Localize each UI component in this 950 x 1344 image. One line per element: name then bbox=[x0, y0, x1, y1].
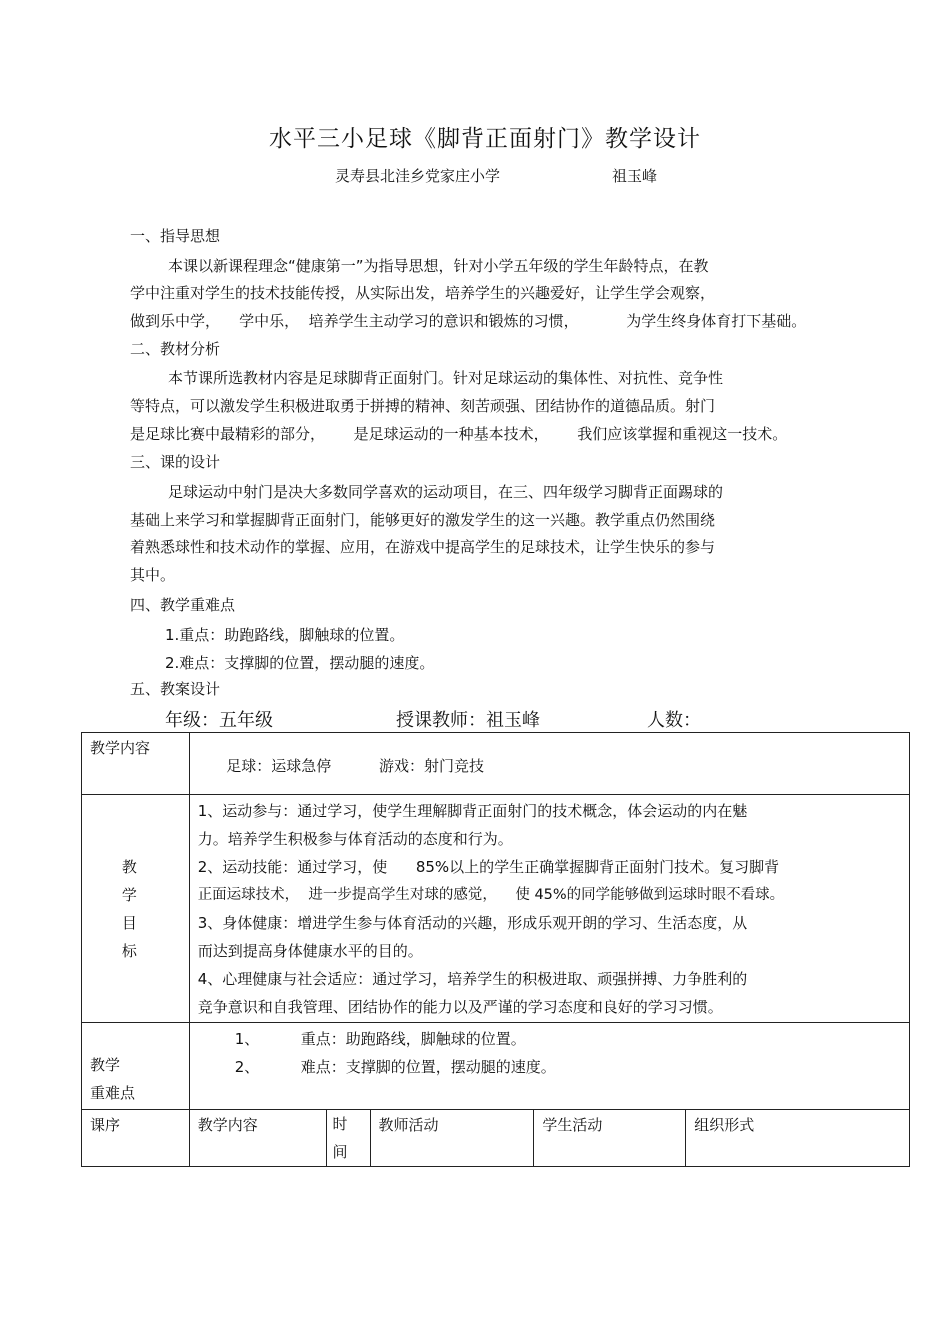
col-time-char-1: 时 bbox=[332, 1115, 348, 1133]
key-point-line: 1.重点：助跑路线，脚触球的位置。 bbox=[165, 626, 405, 644]
section-2-line-3: 是足球比赛中最精彩的部分， 是足球运动的一种基本技术， 我们应该掌握和重视这一技术。 bbox=[130, 425, 788, 443]
goal-line-4: 正面运球技术， 进一步提高学生对球的感觉， 使 45%的同学能够做到运球时眼不看球。 bbox=[197, 887, 785, 903]
author-name: 祖玉峰 bbox=[612, 167, 658, 185]
goals-label-char-4: 标 bbox=[121, 941, 137, 960]
goals-content-cell bbox=[189, 795, 909, 1023]
section-1-line-1: 本课以新课程理念“健康第一”为指导思想，针对小学五年级的学生年龄特点，在教 bbox=[168, 257, 709, 275]
lesson-plan-table bbox=[81, 732, 910, 1167]
col-time-char-2: 间 bbox=[332, 1143, 348, 1161]
col-teacher-cell bbox=[370, 1110, 534, 1167]
goal-line-3: 2、运动技能：通过学习，使 85%以上的学生正确掌握脚背正面射门技术。复习脚背 bbox=[197, 858, 780, 876]
key-label-cell bbox=[82, 1023, 190, 1110]
goals-label-char-2: 学 bbox=[121, 885, 137, 904]
col-student-cell bbox=[534, 1110, 686, 1167]
col-content-label: 教学内容 bbox=[197, 1116, 258, 1134]
col-org-label: 组织形式 bbox=[694, 1116, 755, 1134]
section-heading-5: 五、教案设计 bbox=[130, 680, 221, 698]
content-value-cell bbox=[189, 733, 909, 795]
col-student-label: 学生活动 bbox=[542, 1116, 603, 1134]
count-label: 人数： bbox=[647, 710, 701, 731]
col-order-cell bbox=[82, 1110, 190, 1167]
key-points-row bbox=[82, 1023, 910, 1110]
column-header-row bbox=[82, 1110, 910, 1167]
difficulty-line: 2.难点：支撑脚的位置，摆动腿的速度。 bbox=[165, 654, 435, 672]
goal-line-8: 竞争意识和自我管理、团结协作的能力以及严谨的学习态度和良好的学习习惯。 bbox=[197, 998, 723, 1016]
key-line-1 bbox=[235, 1025, 909, 1053]
col-teacher-label: 教师活动 bbox=[378, 1116, 439, 1134]
grade-label: 年级：五年级 bbox=[165, 710, 273, 731]
goals-label-cell bbox=[82, 795, 190, 1023]
goal-line-7: 4、心理健康与社会适应：通过学习，培养学生的积极进取、顽强拼搏、力争胜利的 bbox=[197, 970, 748, 988]
goals-label-char-3: 目 bbox=[121, 913, 137, 932]
section-3-line-1: 足球运动中射门是决大多数同学喜欢的运动项目，在三、四年级学习脚背正面踢球的 bbox=[168, 483, 724, 501]
goals-label-char-1: 教 bbox=[121, 857, 137, 876]
col-content-cell bbox=[189, 1110, 326, 1167]
col-order-label: 课序 bbox=[90, 1116, 121, 1134]
content-label-cell bbox=[82, 733, 190, 795]
goal-line-1: 1、运动参与：通过学习，使学生理解脚背正面射门的技术概念，体会运动的内在魅 bbox=[197, 802, 748, 820]
section-heading-1: 一、指导思想 bbox=[130, 227, 221, 245]
section-heading-2: 二、教材分析 bbox=[130, 340, 221, 358]
key-line-1-num: 1、 bbox=[234, 1030, 260, 1048]
key-line-2-num: 2、 bbox=[234, 1058, 260, 1076]
key-content-cell bbox=[189, 1023, 909, 1110]
goal-line-6: 而达到提高身体健康水平的目的。 bbox=[197, 942, 423, 960]
goals-row bbox=[82, 795, 910, 1023]
col-time-cell bbox=[326, 1110, 370, 1167]
col-org-cell bbox=[686, 1110, 910, 1167]
key-label-line-1: 教学 bbox=[90, 1056, 121, 1074]
section-1-line-3: 做到乐中学， 学中乐， 培养学生主动学习的意识和锻炼的习惯， 为学生终身体育打下基础。 bbox=[130, 312, 807, 330]
section-2-line-1: 本节课所选教材内容是足球脚背正面射门。针对足球运动的集体性、对抗性、竞争性 bbox=[168, 369, 724, 387]
key-line-1-text: 重点：助跑路线，脚触球的位置。 bbox=[300, 1030, 526, 1048]
section-3-line-4: 其中。 bbox=[130, 566, 176, 584]
content-value: 足球：运球急停 游戏：射门竞技 bbox=[226, 757, 484, 775]
key-line-2 bbox=[235, 1053, 909, 1081]
content-row bbox=[82, 733, 910, 795]
page-title: 水平三小足球《脚背正面射门》教学设计 bbox=[269, 126, 701, 152]
school-name: 灵寿县北洼乡党家庄小学 bbox=[335, 167, 501, 185]
section-1-line-2: 学中注重对学生的技术技能传授，从实际出发，培养学生的兴趣爱好，让学生学会观察， bbox=[130, 284, 716, 302]
section-heading-3: 三、课的设计 bbox=[130, 453, 221, 471]
goal-line-5: 3、身体健康：增进学生参与体育活动的兴趣，形成乐观开朗的学习、生活态度，从 bbox=[197, 914, 748, 932]
content-label: 教学内容 bbox=[90, 739, 151, 757]
key-label-line-2: 重难点 bbox=[90, 1084, 136, 1102]
section-heading-4: 四、教学重难点 bbox=[130, 596, 236, 614]
teacher-label: 授课教师：祖玉峰 bbox=[396, 710, 540, 731]
key-line-2-text: 难点：支撑脚的位置，摆动腿的速度。 bbox=[300, 1058, 556, 1076]
section-3-line-2: 基础上来学习和掌握脚背正面射门，能够更好的激发学生的这一兴趣。教学重点仍然围绕 bbox=[130, 511, 716, 529]
section-2-line-2: 等特点，可以激发学生积极进取勇于拼搏的精神、刻苦顽强、团结协作的道德品质。射门 bbox=[130, 397, 716, 415]
section-3-line-3: 着熟悉球性和技术动作的掌握、应用，在游戏中提高学生的足球技术，让学生快乐的参与 bbox=[130, 538, 716, 556]
goal-line-2: 力。培养学生积极参与体育活动的态度和行为。 bbox=[197, 830, 513, 848]
